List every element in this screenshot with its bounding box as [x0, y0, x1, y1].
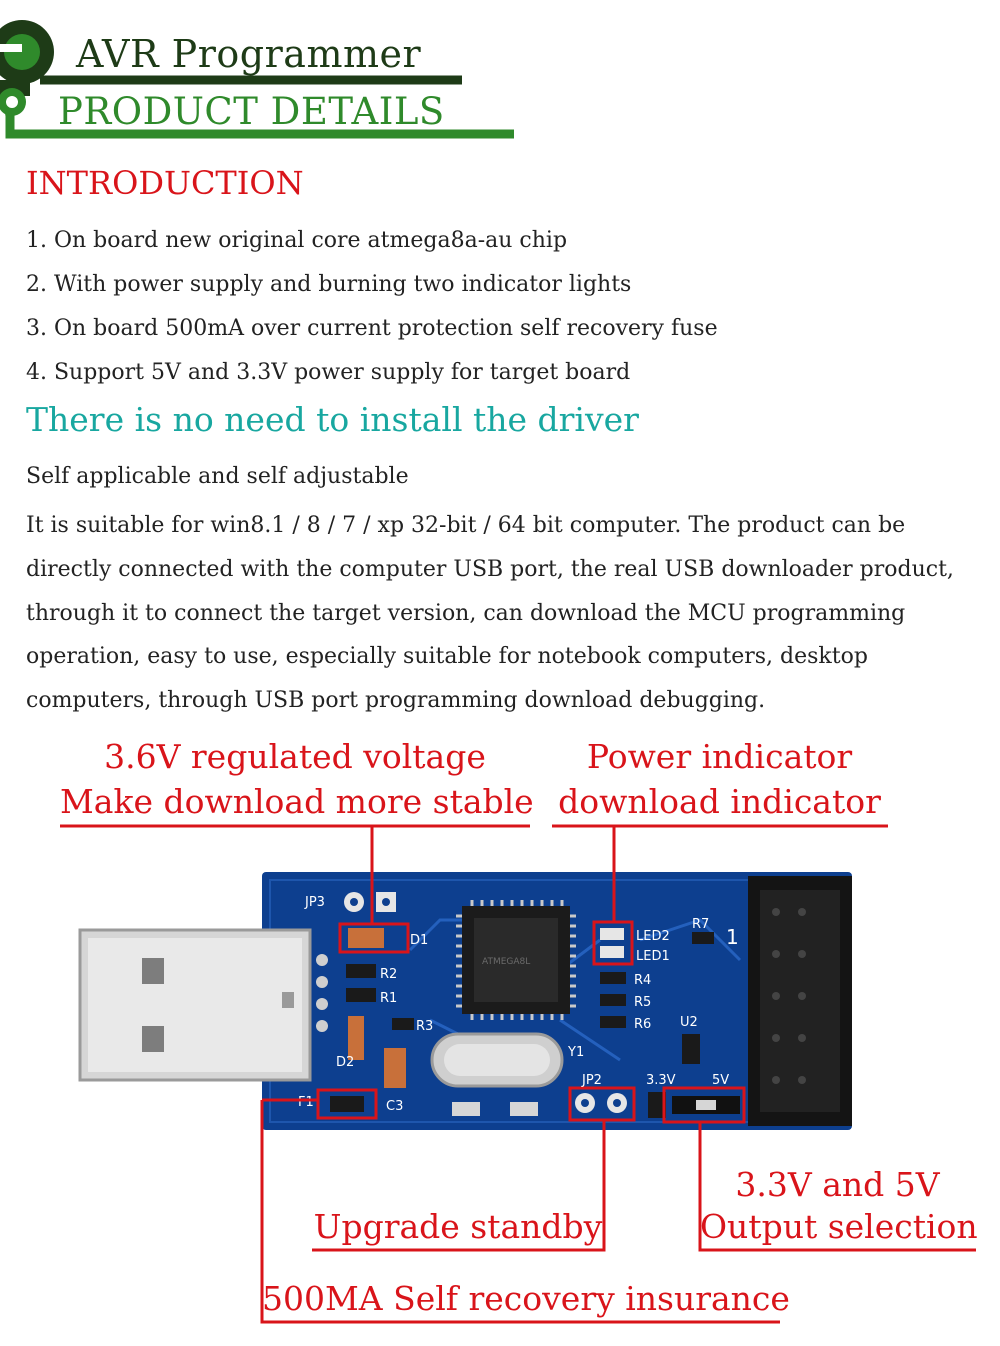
callout-indicator-line1: Power indicator — [586, 737, 853, 776]
isp-header — [748, 876, 852, 1126]
label-r6: R6 — [634, 1017, 652, 1032]
label-pin1: 1 — [726, 925, 739, 949]
callout-voltage-line2: Make download more stable — [60, 782, 534, 821]
callout-voltage-line1: 3.6V regulated voltage — [104, 737, 486, 776]
driver-heading: There is no need to install the driver — [26, 400, 639, 439]
label-3v3: 3.3V — [646, 1073, 676, 1088]
list-item: 2. With power supply and burning two indicator lights — [26, 272, 632, 297]
callout-upgrade: Upgrade standby — [313, 1207, 603, 1246]
mcu-chip — [462, 906, 570, 1014]
introduction-heading: INTRODUCTION — [26, 164, 304, 202]
label-f1: F1 — [298, 1095, 314, 1110]
callout-indicator-line2: download indicator — [558, 782, 881, 821]
board-illustration — [0, 820, 1000, 1330]
list-item: 3. On board 500mA over current protection self recovery fuse — [26, 316, 718, 341]
page-title: AVR Programmer — [76, 32, 422, 76]
label-r2: R2 — [380, 967, 398, 982]
label-c3: C3 — [386, 1099, 404, 1114]
label-led1: LED1 — [636, 949, 670, 964]
label-r4: R4 — [634, 973, 652, 988]
label-r1: R1 — [380, 991, 398, 1006]
chip-marking: ATMEGA8L — [482, 957, 531, 967]
list-item: 4. Support 5V and 3.3V power supply for target board — [26, 360, 631, 385]
label-d1: D1 — [410, 933, 429, 948]
label-r5: R5 — [634, 995, 652, 1010]
callout-output-line2: Output selection — [700, 1207, 978, 1246]
label-u2: U2 — [680, 1015, 698, 1030]
callout-output-line1: 3.3V and 5V — [735, 1165, 940, 1204]
list-item: 1. On board new original core atmega8a-au chip — [26, 228, 568, 253]
label-d2: D2 — [336, 1055, 355, 1070]
page-subtitle: PRODUCT DETAILS — [58, 90, 445, 133]
label-jp2: JP2 — [582, 1073, 602, 1088]
label-r7: R7 — [692, 917, 710, 932]
callout-fuse: 500MA Self recovery insurance — [262, 1279, 790, 1318]
label-y1: Y1 — [568, 1045, 585, 1060]
label-led2: LED2 — [636, 929, 670, 944]
label-r3: R3 — [416, 1019, 434, 1034]
label-5v: 5V — [712, 1073, 730, 1088]
introduction-list — [26, 224, 718, 400]
label-jp3: JP3 — [305, 895, 325, 910]
driver-paragraph: It is suitable for win8.1 / 8 / 7 / xp 32-bit / 64 bit computer. The product can be directly connected with the computer USB port, the real USB downloader product, through it to connect the target version, can download the MCU programming operation, easy to use, especially suitable for notebook computers, desktop computers, through USB port programming download debugging. — [26, 513, 954, 714]
driver-line: Self applicable and self adjustable — [26, 464, 409, 489]
